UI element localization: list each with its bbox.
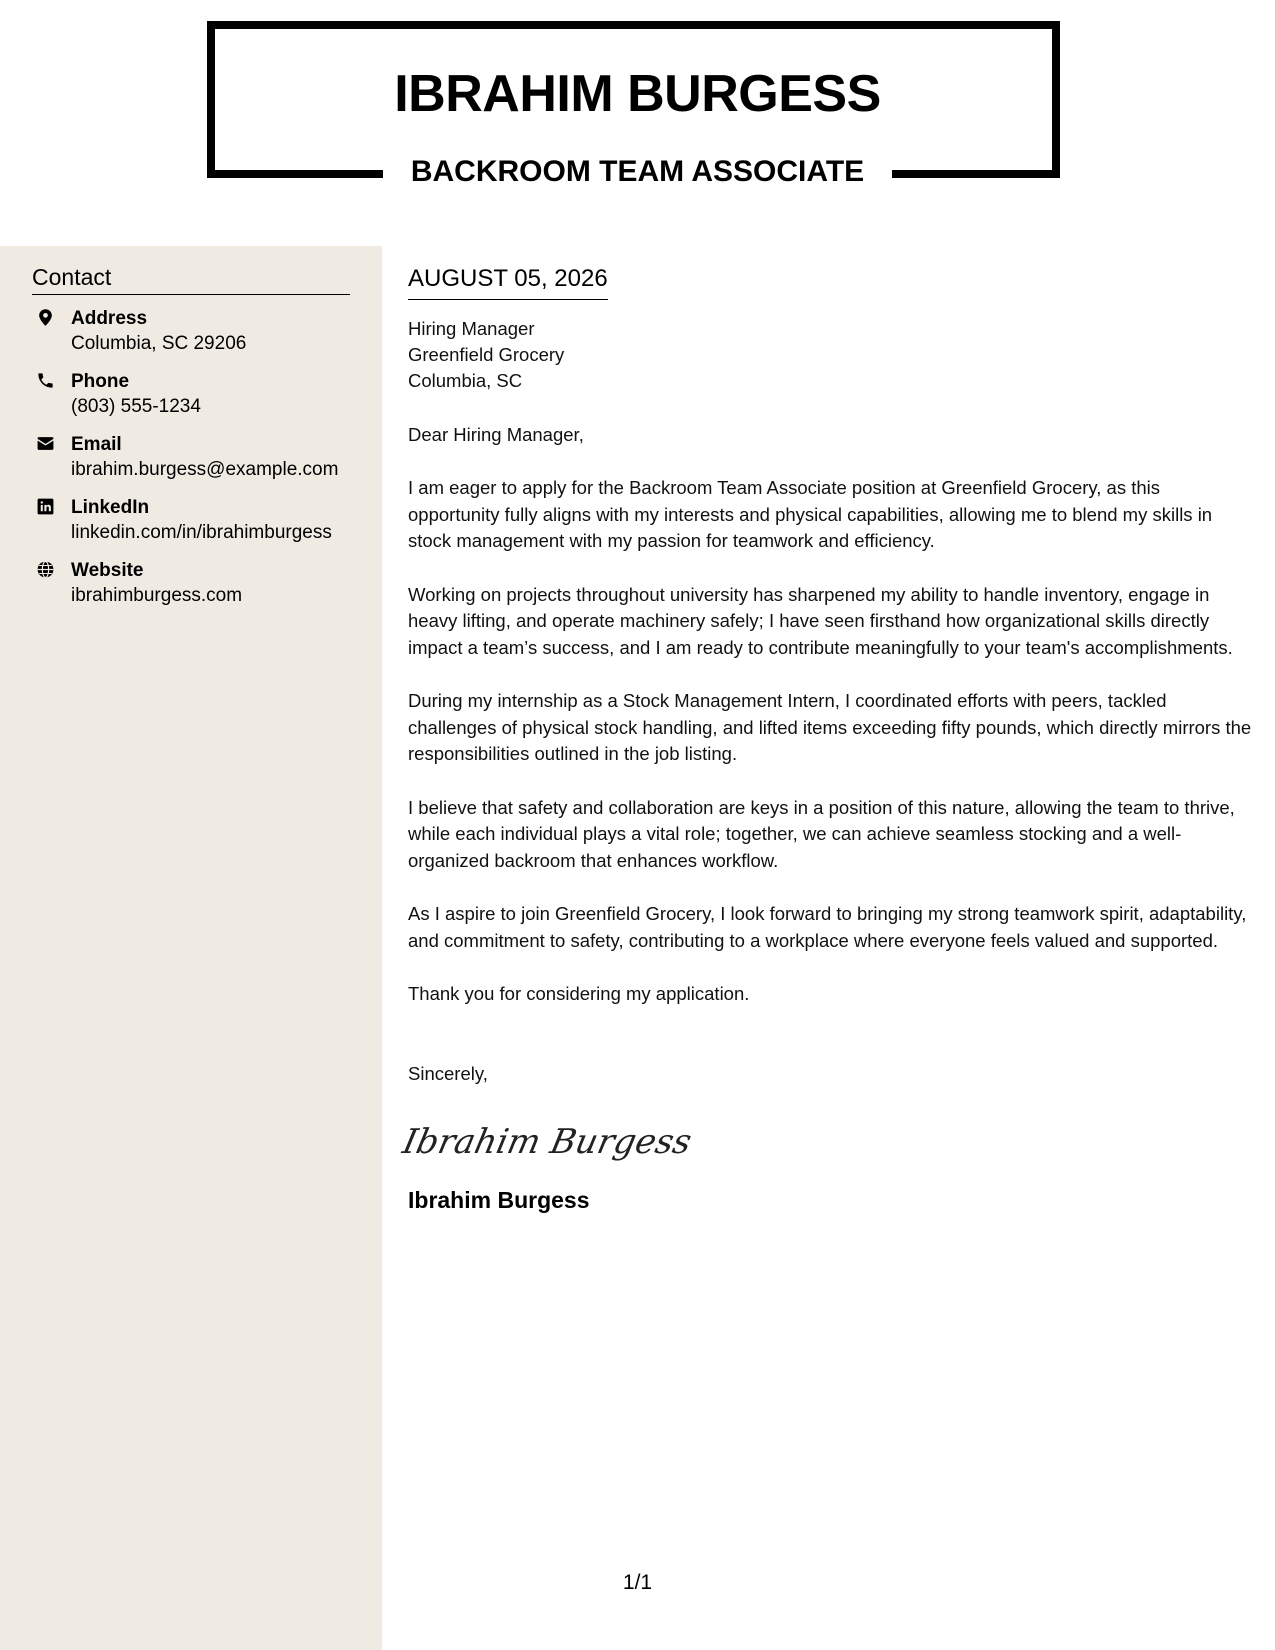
- recipient-line: Columbia, SC: [408, 370, 523, 391]
- map-pin-icon: [36, 308, 55, 327]
- contact-label: Address: [71, 308, 148, 329]
- contact-item-email: [32, 432, 372, 495]
- contact-item-phone: [32, 369, 372, 432]
- contact-list: [32, 306, 372, 621]
- phone-icon: [36, 371, 55, 390]
- letter-paragraph: Working on projects throughout university has sharpened my ability to handle inventory, engage in heavy lifting, and operate machinery safely; I have seen firsthand how organizational skills directly impact a team’s success, and I am ready to contribute meaningfully to your team's accomplishments.: [408, 583, 1233, 658]
- letter-paragraph: I am eager to apply for the Backroom Team Associate position at Greenfield Grocery, as this opportunity fully aligns with my interests and physical capabilities, allowing me to blend my skills in stock management with my passion for teamwork and efficiency.: [408, 477, 1213, 551]
- globe-icon: [36, 560, 55, 579]
- contact-item-website: [32, 558, 372, 621]
- address-value: Columbia, SC 29206: [71, 333, 247, 354]
- signature-text: Ibrahim Burgess: [399, 1121, 696, 1162]
- envelope-icon: [36, 434, 55, 453]
- handwritten-signature: [399, 1111, 1253, 1171]
- closing: Sincerely,: [408, 1062, 488, 1084]
- letter-paragraph: During my internship as a Stock Management Intern, I coordinated efforts with peers, tackled challenges of physical stock handling, and lifted items exceeding fifty pounds, which directly mirrors the responsibilities outlined in the job listing.: [408, 690, 1252, 764]
- email-value[interactable]: ibrahim.burgess@example.com: [71, 459, 339, 480]
- contact-label: Website: [71, 560, 144, 581]
- contact-label: Phone: [71, 371, 130, 392]
- contact-heading: Contact: [32, 262, 350, 295]
- contact-item-address: [32, 306, 372, 369]
- contact-label: LinkedIn: [71, 497, 150, 518]
- letter-body: [399, 262, 1253, 1215]
- job-title: BACKROOM TEAM ASSOCIATE: [410, 155, 865, 188]
- signer-name: Ibrahim Burgess: [408, 1186, 590, 1213]
- candidate-name: IBRAHIM BURGESS: [394, 65, 881, 123]
- salutation: Dear Hiring Manager,: [408, 424, 584, 445]
- linkedin-value[interactable]: linkedin.com/in/ibrahimburgess: [71, 522, 332, 543]
- contact-sidebar: [0, 246, 382, 1650]
- recipient-block: [408, 316, 1253, 394]
- recipient-line: Hiring Manager: [408, 318, 535, 339]
- recipient-line: Greenfield Grocery: [408, 344, 565, 365]
- contact-label: Email: [71, 434, 122, 455]
- website-value[interactable]: ibrahimburgess.com: [71, 585, 243, 606]
- letter-paragraph: Thank you for considering my application.: [408, 983, 750, 1004]
- phone-value: (803) 555-1234: [71, 396, 201, 417]
- letter-paragraph: As I aspire to join Greenfield Grocery, I look forward to bringing my strong teamwork spirit, adaptability, and commitment to safety, contributing to a workplace where everyone feels valued and supported.: [408, 903, 1247, 951]
- letter-date: AUGUST 05, 2026: [408, 262, 608, 300]
- linkedin-icon: [36, 497, 55, 516]
- letter-paragraph: I believe that safety and collaboration are keys in a position of this nature, allowing the team to thrive, while each individual plays a vital role; together, we can achieve seamless stocking and a well-organized backroom that enhances workflow.: [408, 796, 1235, 871]
- contact-item-linkedin: [32, 495, 372, 558]
- page-number: 1/1: [622, 1571, 653, 1594]
